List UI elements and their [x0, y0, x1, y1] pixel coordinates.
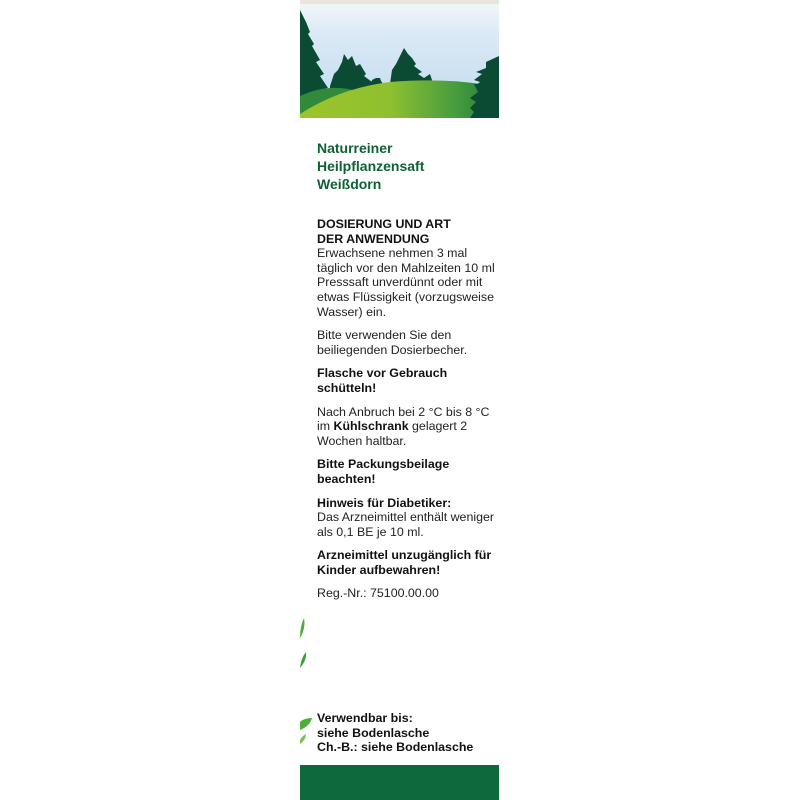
- dosing-cup-note: Bitte verwenden Sie den beiliegenden Dosierbecher.: [317, 328, 468, 357]
- batch-info: Ch.-B.: siehe Bodenlasche: [317, 740, 474, 755]
- storage-text-before: Nach Anbruch bei 2 °C bis 8 °C im: [317, 404, 490, 434]
- label-panel: [300, 0, 499, 800]
- dosage-section: [317, 217, 495, 319]
- storage-note: [317, 405, 495, 449]
- diabetic-note: [317, 496, 495, 540]
- registration-number: Reg.-Nr.: 75100.00.00: [317, 586, 439, 601]
- leaflet-warning: Bitte Packungsbeilage beachten!: [317, 457, 450, 486]
- forest-scene-svg: [300, 4, 499, 118]
- title-line-2: Heilpflanzensaft: [317, 158, 425, 174]
- children-warning: Arzneimittel unzugänglich für Kinder aufbewahren!: [317, 548, 492, 577]
- title-line-1: Naturreiner: [317, 140, 393, 156]
- diabetic-heading: Hinweis für Diabetiker:: [317, 495, 452, 510]
- label-content: [317, 217, 495, 610]
- expiry-value: siehe Bodenlasche: [317, 725, 430, 740]
- dosage-text: Erwachsene nehmen 3 mal täglich vor den Mahlzeiten 10 ml Presssaft unverdünnt oder mit etwas Flüssigkeit (vorzugsweise Wasser) ein.: [317, 246, 495, 319]
- dosage-heading-line-1: DOSIERUNG UND ART: [317, 217, 451, 231]
- forest-hill-illustration-icon: [300, 0, 499, 118]
- dosage-heading-line-2: DER ANWENDUNG: [317, 231, 430, 246]
- storage-text-after: gelagert 2 Wochen haltbar.: [317, 419, 468, 448]
- bottom-green-bar: [300, 765, 499, 800]
- green-leaves-icon: [300, 618, 312, 748]
- diabetic-text: Das Arzneimittel enthält weniger als 0,1 BE je 10 ml.: [317, 510, 494, 539]
- expiry-label: Verwendbar bis:: [317, 711, 413, 725]
- storage-text-bold: Kühlschrank: [333, 419, 409, 434]
- title-line-3: Weißdorn: [317, 176, 382, 192]
- shake-warning: Flasche vor Gebrauch schütteln!: [317, 366, 448, 395]
- product-title: [317, 139, 492, 193]
- expiry-batch-info: [317, 711, 497, 755]
